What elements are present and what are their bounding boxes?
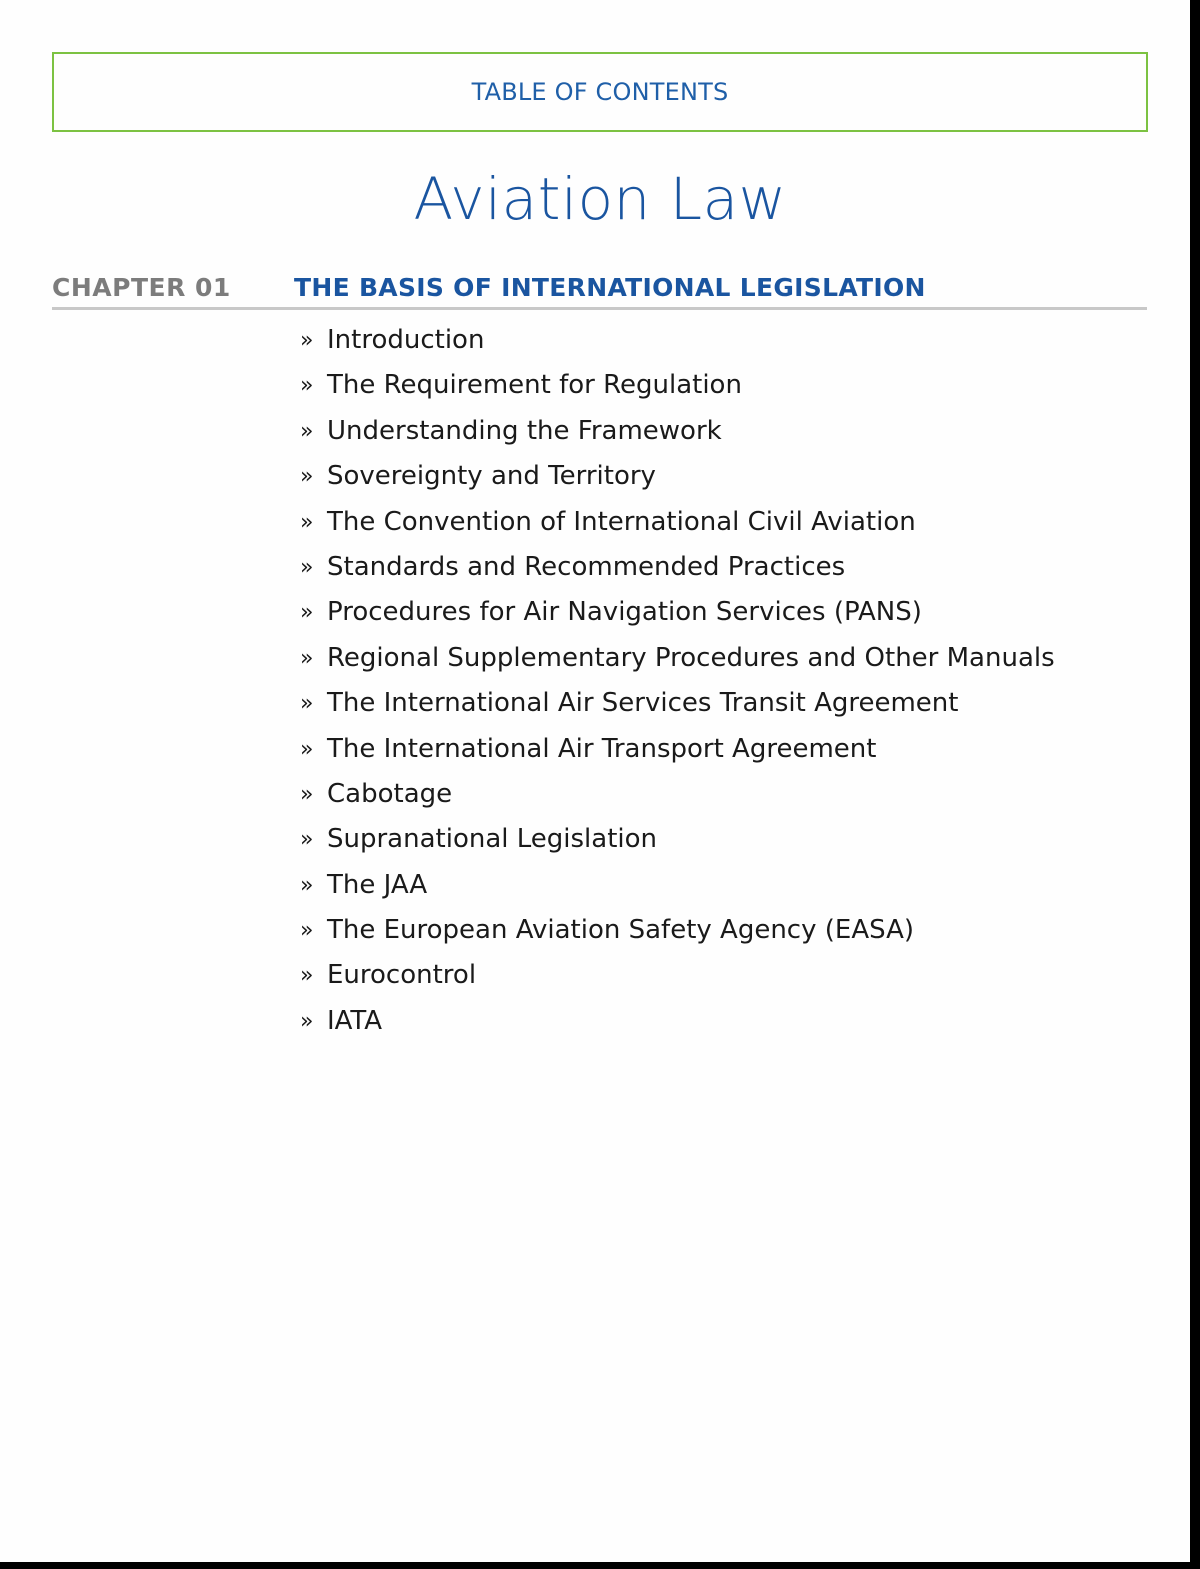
toc-label: TABLE OF CONTENTS xyxy=(471,78,729,106)
topic-label: Cabotage xyxy=(327,778,453,809)
bullet-glyph: » xyxy=(300,418,314,444)
topic-label: Procedures for Air Navigation Services (PANS) xyxy=(327,597,922,628)
topic-item xyxy=(300,500,1055,545)
topic-label: Supranational Legislation xyxy=(327,824,658,855)
chapter-header xyxy=(52,271,1147,310)
topic-item xyxy=(300,363,1055,408)
topic-label: The International Air Transport Agreement xyxy=(327,733,877,764)
bullet-glyph: » xyxy=(300,918,314,944)
topic-label: Eurocontrol xyxy=(327,960,477,991)
topic-item xyxy=(300,908,1055,953)
topic-list xyxy=(300,318,1055,1044)
topic-item xyxy=(300,999,1055,1044)
toc-header-box xyxy=(52,52,1148,132)
topic-item xyxy=(300,863,1055,908)
bullet-glyph: » xyxy=(300,464,314,490)
topic-item xyxy=(300,817,1055,862)
bullet-glyph: » xyxy=(300,691,314,717)
bullet-glyph: » xyxy=(300,373,314,399)
bullet-glyph: » xyxy=(300,1008,314,1034)
topic-label: The Convention of International Civil Aviation xyxy=(327,506,916,537)
document-title: Aviation Law xyxy=(413,165,787,233)
topic-label: The European Aviation Safety Agency (EASA) xyxy=(327,915,915,946)
bullet-glyph: » xyxy=(300,736,314,762)
topic-label: The JAA xyxy=(327,869,428,900)
topic-label: The Requirement for Regulation xyxy=(327,370,742,401)
bullet-glyph: » xyxy=(300,645,314,671)
bullet-glyph: » xyxy=(300,554,314,580)
bullet-glyph: » xyxy=(300,781,314,807)
bullet-glyph: » xyxy=(300,963,314,989)
topic-label: Introduction xyxy=(327,325,485,355)
topic-label: Standards and Recommended Practices xyxy=(327,551,846,582)
topic-item xyxy=(300,636,1055,681)
topic-label: Regional Supplementary Procedures and Other Manuals xyxy=(327,642,1055,673)
bullet-glyph: » xyxy=(300,872,314,898)
topic-label: Sovereignty and Territory xyxy=(327,461,656,492)
topic-label: The International Air Services Transit Agreement xyxy=(327,688,959,719)
topic-label: Understanding the Framework xyxy=(327,415,722,446)
topic-item xyxy=(300,681,1055,726)
topic-item xyxy=(300,454,1055,499)
bullet-glyph: » xyxy=(300,600,314,626)
bullet-glyph: » xyxy=(300,328,314,353)
bullet-glyph: » xyxy=(300,827,314,853)
topic-item xyxy=(300,318,1055,363)
bullet-glyph: » xyxy=(300,509,314,535)
topic-item xyxy=(300,590,1055,635)
topic-item xyxy=(300,772,1055,817)
topic-item xyxy=(300,727,1055,772)
chapter-number: CHAPTER 01 xyxy=(52,273,231,302)
topic-item xyxy=(300,545,1055,590)
topic-item xyxy=(300,409,1055,454)
topic-label: IATA xyxy=(327,1005,383,1036)
chapter-title: THE BASIS OF INTERNATIONAL LEGISLATION xyxy=(294,273,926,302)
topic-item xyxy=(300,953,1055,998)
